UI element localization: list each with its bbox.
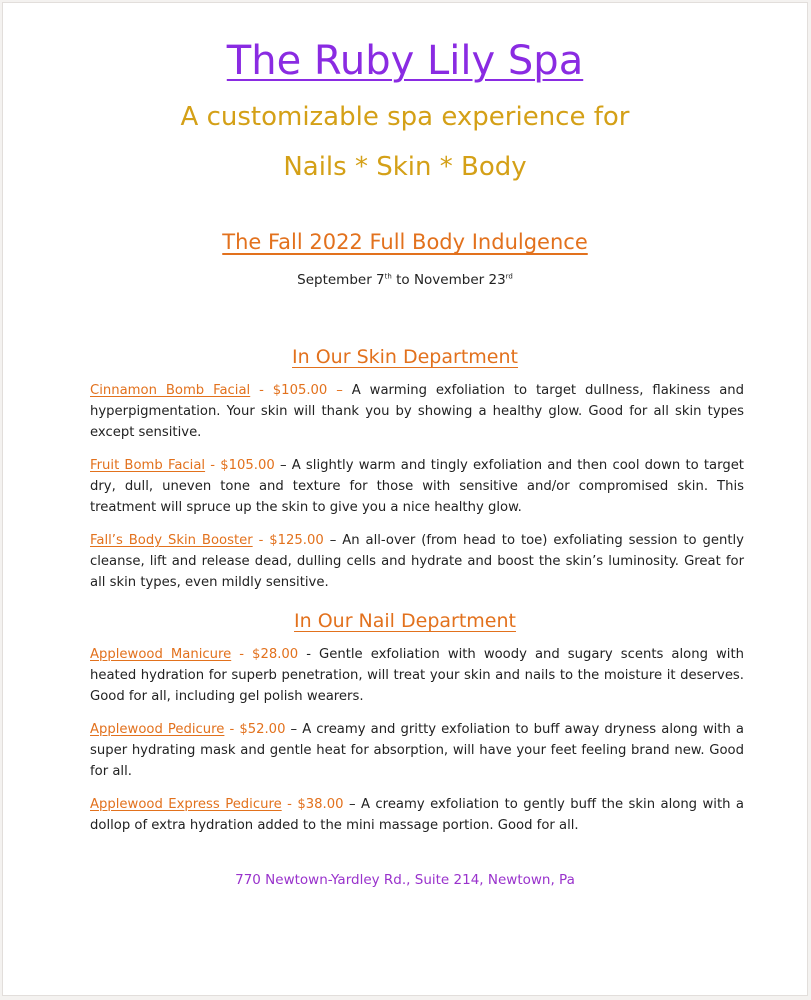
service-item xyxy=(90,644,744,707)
service-name: Applewood Manicure xyxy=(90,647,232,662)
nail-department-heading: In Our Nail Department xyxy=(294,610,516,632)
spa-address: 770 Newtown-Yardley Rd., Suite 214, Newtown, Pa xyxy=(235,872,575,888)
service-price: - $105.00 xyxy=(205,458,275,473)
service-description: – An all-over (from head to toe) exfoliating session to gently cleanse, lift and release dead, dulling cells and hydrate and boost the skin’s luminosity. Great for all skin types, even mildly sensitive. xyxy=(90,533,744,590)
service-name: Cinnamon Bomb Facial xyxy=(90,383,251,398)
date-start-suffix: th xyxy=(384,272,392,281)
spa-title: The Ruby Lily Spa xyxy=(226,38,584,84)
service-description: A warming exfoliation to target dullness, flakiness and hyperpigmentation. Your skin will thank you by showing a healthy glow. Good for all skin types except sensitive. xyxy=(90,383,745,440)
service-name: Fall’s Body Skin Booster xyxy=(90,533,253,548)
promotion-title: The Fall 2022 Full Body Indulgence xyxy=(222,230,588,254)
promotion-dates xyxy=(3,269,807,291)
service-price: - $38.00 xyxy=(281,797,344,812)
date-connector: to xyxy=(391,272,414,288)
service-item xyxy=(90,455,744,518)
service-description: – A creamy exfoliation to gently buff the skin along with a dollop of extra hydration added to the mini massage portion. Good for all. xyxy=(90,797,744,833)
service-description: - Gentle exfoliation with woody and sugary scents along with heated hydration for superb penetration, will treat your skin and nails to the moisture it deserves. Good for all, including gel polish wearers. xyxy=(90,647,744,704)
service-name: Fruit Bomb Facial xyxy=(90,458,206,473)
service-item xyxy=(90,719,744,782)
date-end: November 23 xyxy=(413,272,506,288)
service-name: Applewood Pedicure xyxy=(90,722,225,737)
service-price: - $52.00 xyxy=(224,722,286,737)
service-description: – A creamy and gritty exfoliation to buff away dryness along with a super hydrating mask and gentle heat for absorption, will have your feet feeling brand new. Good for all. xyxy=(90,722,744,779)
service-description: – A slightly warm and tingly exfoliation and then cool down to target dry, dull, uneven tone and texture for those with sensitive and/or compromised skin. This treatment will spruce up the skin to give you a nice healthy glow. xyxy=(90,458,744,515)
tagline: A customizable spa experience for xyxy=(180,102,630,132)
service-item xyxy=(90,380,744,443)
flyer-page xyxy=(2,2,808,996)
service-price: - $105.00 – xyxy=(250,383,343,398)
service-categories: Nails * Skin * Body xyxy=(283,152,527,182)
skin-department-heading: In Our Skin Department xyxy=(292,346,518,368)
date-start: September 7 xyxy=(297,272,385,288)
service-item xyxy=(90,530,744,593)
service-name: Applewood Express Pedicure xyxy=(90,797,282,812)
service-price: - $28.00 xyxy=(231,647,299,662)
service-item xyxy=(90,794,744,836)
date-end-suffix: rd xyxy=(505,272,513,281)
service-price: - $125.00 xyxy=(252,533,324,548)
